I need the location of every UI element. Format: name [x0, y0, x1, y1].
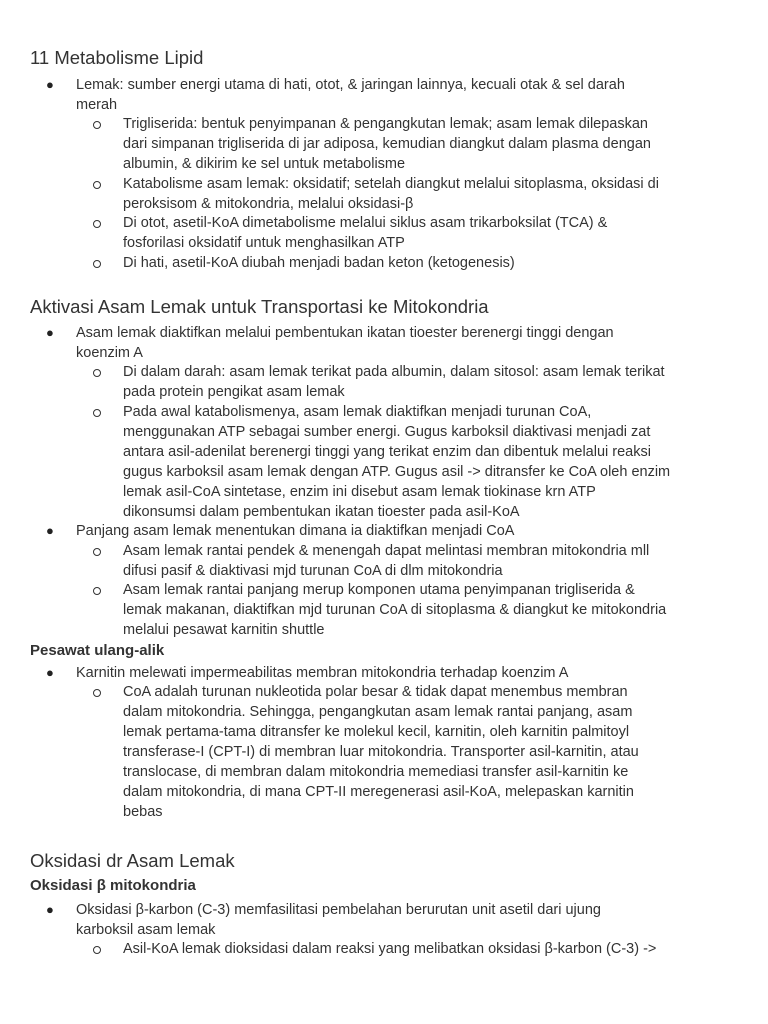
text-line: Asil-KoA lemak dioksidasi dalam reaksi yang melibatkan oksidasi β-karbon (C-3) -> [123, 941, 657, 957]
text-line: peroksisom & mitokondria, melalui oksidasi-β [123, 196, 414, 212]
text-line: dari simpanan trigliserida di jar adiposa, kemudian diangkut dalam plasma dengan [123, 136, 651, 152]
text-line: Asam lemak rantai panjang merup komponen utama penyimpanan trigliserida & [123, 582, 635, 598]
bullet-dot: ● [46, 523, 54, 538]
sub-bullet-circle [93, 121, 101, 129]
bullet-dot: ● [46, 665, 54, 680]
text-line: melalui pesawat karnitin shuttle [123, 622, 325, 638]
text-line: dikonsumsi dalam pembentukan ikatan tioester pada asil-KoA [123, 504, 520, 520]
bullet-dot: ● [46, 325, 54, 340]
text-line: bebas [123, 804, 163, 820]
heading-oksidasi-asam-lemak: Oksidasi dr Asam Lemak [30, 850, 235, 871]
text-line: difusi pasif & diaktivasi mjd turunan CoA di dlm mitokondria [123, 563, 503, 579]
text-line: Karnitin melewati impermeabilitas membran mitokondria terhadap koenzim A [76, 665, 569, 681]
subheading-oksidasi-beta: Oksidasi β mitokondria [30, 877, 196, 894]
text-line: lemak makanan, diaktifkan mjd turunan CoA di sitoplasma & diangkut ke mitokondria [123, 602, 667, 618]
text-line: pada protein pengikat asam lemak [123, 384, 345, 400]
text-line: albumin, & dikirim ke sel untuk metabolisme [123, 156, 406, 172]
text-line: koenzim A [76, 345, 143, 361]
bullet-dot: ● [46, 902, 54, 917]
text-line: dalam mitokondria, di mana CPT-II meregenerasi asil-KoA, melepaskan karnitin [123, 784, 634, 800]
text-line: Trigliserida: bentuk penyimpanan & pengangkutan lemak; asam lemak dilepaskan [123, 116, 648, 132]
heading-metabolisme-lipid: 11 Metabolisme Lipid [30, 47, 204, 68]
sub-bullet-circle [93, 548, 101, 556]
sub-bullet-circle [93, 369, 101, 377]
text-line: dalam mitokondria. Sehingga, pengangkutan asam lemak rantai panjang, asam [123, 704, 633, 720]
text-line: Asam lemak diaktifkan melalui pembentukan ikatan tioester berenergi tinggi dengan [76, 325, 614, 341]
text-line: antara asil-adenilat berenergi tinggi yang terikat enzim dan dibentuk melalui reaksi [123, 444, 651, 460]
bullet-dot: ● [46, 77, 54, 92]
text-line: lemak pertama-tama ditransfer ke molekul kecil, karnitin, oleh karnitin palmitoyl [123, 724, 630, 740]
text-line: Pada awal katabolismenya, asam lemak diaktifkan menjadi turunan CoA, [123, 404, 592, 420]
text-line: transferase-I (CPT-I) di membran luar mitokondria. Transporter asil-karnitin, atau [123, 744, 639, 760]
sub-bullet-circle [93, 181, 101, 189]
text-line: Panjang asam lemak menentukan dimana ia diaktifkan menjadi CoA [76, 523, 515, 539]
text-line: Di otot, asetil-KoA dimetabolisme melalui siklus asam trikarboksilat (TCA) & [123, 215, 608, 231]
text-line: Di dalam darah: asam lemak terikat pada albumin, dalam sitosol: asam lemak terikat [123, 364, 665, 380]
text-line: Lemak: sumber energi utama di hati, otot, & jaringan lainnya, kecuali otak & sel darah [76, 77, 625, 93]
text-line: gugus karboksil asam lemak dengan ATP. Gugus asil -> ditransfer ke CoA oleh enzim [123, 464, 671, 480]
text-line: Asam lemak rantai pendek & menengah dapat melintasi membran mitokondria mll [123, 543, 650, 559]
text-line: Oksidasi β-karbon (C-3) memfasilitasi pembelahan berurutan unit asetil dari ujung [76, 902, 601, 918]
text-line: fosforilasi oksidatif untuk menghasilkan ATP [123, 235, 405, 251]
text-line: karboksil asam lemak [76, 922, 216, 938]
sub-bullet-circle [93, 220, 101, 228]
sub-bullet-circle [93, 260, 101, 268]
text-line: translocase, di membran dalam mitokondria memediasi transfer asil-karnitin ke [123, 764, 629, 780]
sub-bullet-circle [93, 946, 101, 954]
text-line: lemak asil-CoA sintetase, enzim ini disebut asam lemak tiokinase krn ATP [123, 484, 596, 500]
text-line: merah [76, 97, 118, 113]
sub-bullet-circle [93, 409, 101, 417]
subheading-pesawat-ulang-alik: Pesawat ulang-alik [30, 642, 165, 659]
heading-aktivasi-asam-lemak: Aktivasi Asam Lemak untuk Transportasi ke Mitokondria [30, 296, 489, 317]
text-line: menggunakan ATP sebagai sumber energi. Gugus karboksil diaktivasi menjadi zat [123, 424, 651, 440]
sub-bullet-circle [93, 689, 101, 697]
text-line: CoA adalah turunan nukleotida polar besar & tidak dapat menembus membran [123, 684, 628, 700]
sub-bullet-circle [93, 587, 101, 595]
text-line: Di hati, asetil-KoA diubah menjadi badan keton (ketogenesis) [123, 255, 515, 271]
text-line: Katabolisme asam lemak: oksidatif; setelah diangkut melalui sitoplasma, oksidasi di [123, 176, 659, 192]
